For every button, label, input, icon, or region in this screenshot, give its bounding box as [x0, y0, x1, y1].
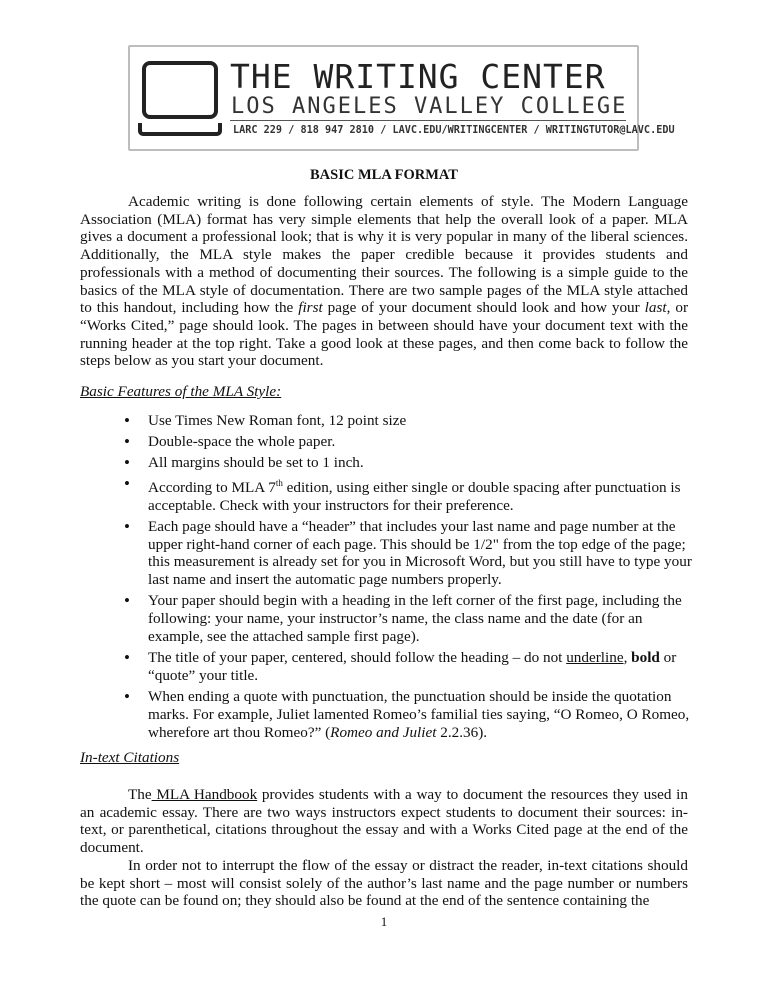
list-item: [80, 592, 692, 646]
list-item-text: When ending a quote with punctuation, the punctuation should be inside the quotation marks. For example, Juliet lamented Romeo’s familial ties saying, “O Romeo, O Romeo, wherefore art thou Romeo?” (: [148, 687, 690, 741]
list-item: [80, 412, 692, 430]
citations-heading: In-text Citations: [80, 749, 180, 766]
bold-example: bold: [631, 648, 660, 666]
list-item-text: Double-space the whole paper.: [148, 432, 336, 450]
intro-first-emphasis: first: [298, 299, 323, 317]
logo-subtitle: LOS ANGELES VALLEY COLLEGE: [231, 94, 628, 119]
logo-divider: [230, 120, 626, 121]
mla-handbook-title: MLA Handbook: [151, 786, 258, 803]
intro-last-emphasis: last: [644, 299, 667, 317]
features-heading: Basic Features of the MLA Style:: [80, 383, 282, 400]
list-item-text: or “quote” your title.: [148, 648, 677, 684]
intro-text-1: Academic writing is done following certain elements of style. The Modern Language Association (MLA) format has very simple elements that help the overall look of a paper. MLA gives a document a professional look; that is why it is very popular in many of the liberal sciences. Additionally, the MLA style makes the paper credible because it provides students and professionals with a method of documenting their sources. The following is a simple guide to the basics of the MLA style of documentation. There are two sample pages of the MLA style attached to this handout, including how the: [80, 193, 688, 317]
citations-paragraph-1: [80, 786, 688, 857]
list-item: [80, 518, 692, 590]
page-number: 1: [380, 914, 388, 929]
citation-text: The: [128, 786, 152, 803]
underline-example: underline: [566, 648, 624, 666]
intro-paragraph: [80, 193, 688, 370]
list-item: [80, 688, 692, 742]
list-item-text: According to MLA 7: [148, 478, 276, 496]
keyboard-icon: [138, 123, 222, 136]
citation-text: In order not to interrupt the flow of the essay or distract the reader, in-text citations should be kept short – most will consist solely of the author’s last name and the page number or numbers the quote can be found on; they should also be found at the end of the sentence containing the: [80, 857, 688, 910]
list-item: [80, 433, 692, 451]
intro-text-2: page of your document should look and how your: [322, 299, 645, 317]
list-item: [80, 475, 692, 515]
logo-contact: LARC 229 / 818 947 2810 / LAVC.EDU/WRITINGCENTER / WRITINGTUTOR@LAVC.EDU: [233, 125, 675, 136]
list-item-text: The title of your paper, centered, should follow the heading – do not: [148, 648, 567, 666]
work-title: Romeo and Juliet: [330, 723, 437, 741]
features-list: [80, 412, 692, 744]
list-item-text: All margins should be set to 1 inch.: [148, 453, 364, 471]
list-item: [80, 454, 692, 472]
list-item-text: ,: [623, 648, 632, 666]
citations-paragraph-2: [80, 857, 688, 910]
intro-text-3: , or “Works Cited,” page should look. The pages in between should have your document text with the running header at the top right. Take a good look at these pages, and then come back to follow the steps below as you start your document.: [80, 299, 689, 370]
list-item-text: 2.2.36).: [436, 723, 488, 741]
list-item: [80, 649, 692, 685]
writing-center-logo: [128, 45, 675, 151]
computer-monitor-icon: [142, 61, 218, 119]
list-item-text: edition, using either single or double spacing after punctuation is acceptable. Check with your instructors for their preference.: [148, 478, 681, 514]
list-item-text: Your paper should begin with a heading in the left corner of the first page, including the following: your name, your instructor’s name, the class name and the date (for an example, see the attached sample first page).: [148, 592, 682, 646]
list-item-text: Use Times New Roman font, 12 point size: [148, 412, 407, 429]
superscript: th: [275, 477, 283, 488]
list-item-text: Each page should have a “header” that includes your last name and page number at the upper right-hand corner of each page. This should be 1/2" from the top edge of the page; this measurement is already set for you in Microsoft Word, but you still have to type your last name and insert the automatic page numbers properly.: [148, 517, 692, 589]
page-title: BASIC MLA FORMAT: [310, 167, 458, 183]
logo-title: THE WRITING CENTER: [230, 57, 606, 96]
citation-text: provides students with a way to document the resources they used in an academic essay. There are two ways instructors expect students to document their sources: in-text, or parenthetical, citations throughout the essay and with a Works Cited page at the end of the document.: [80, 786, 688, 857]
